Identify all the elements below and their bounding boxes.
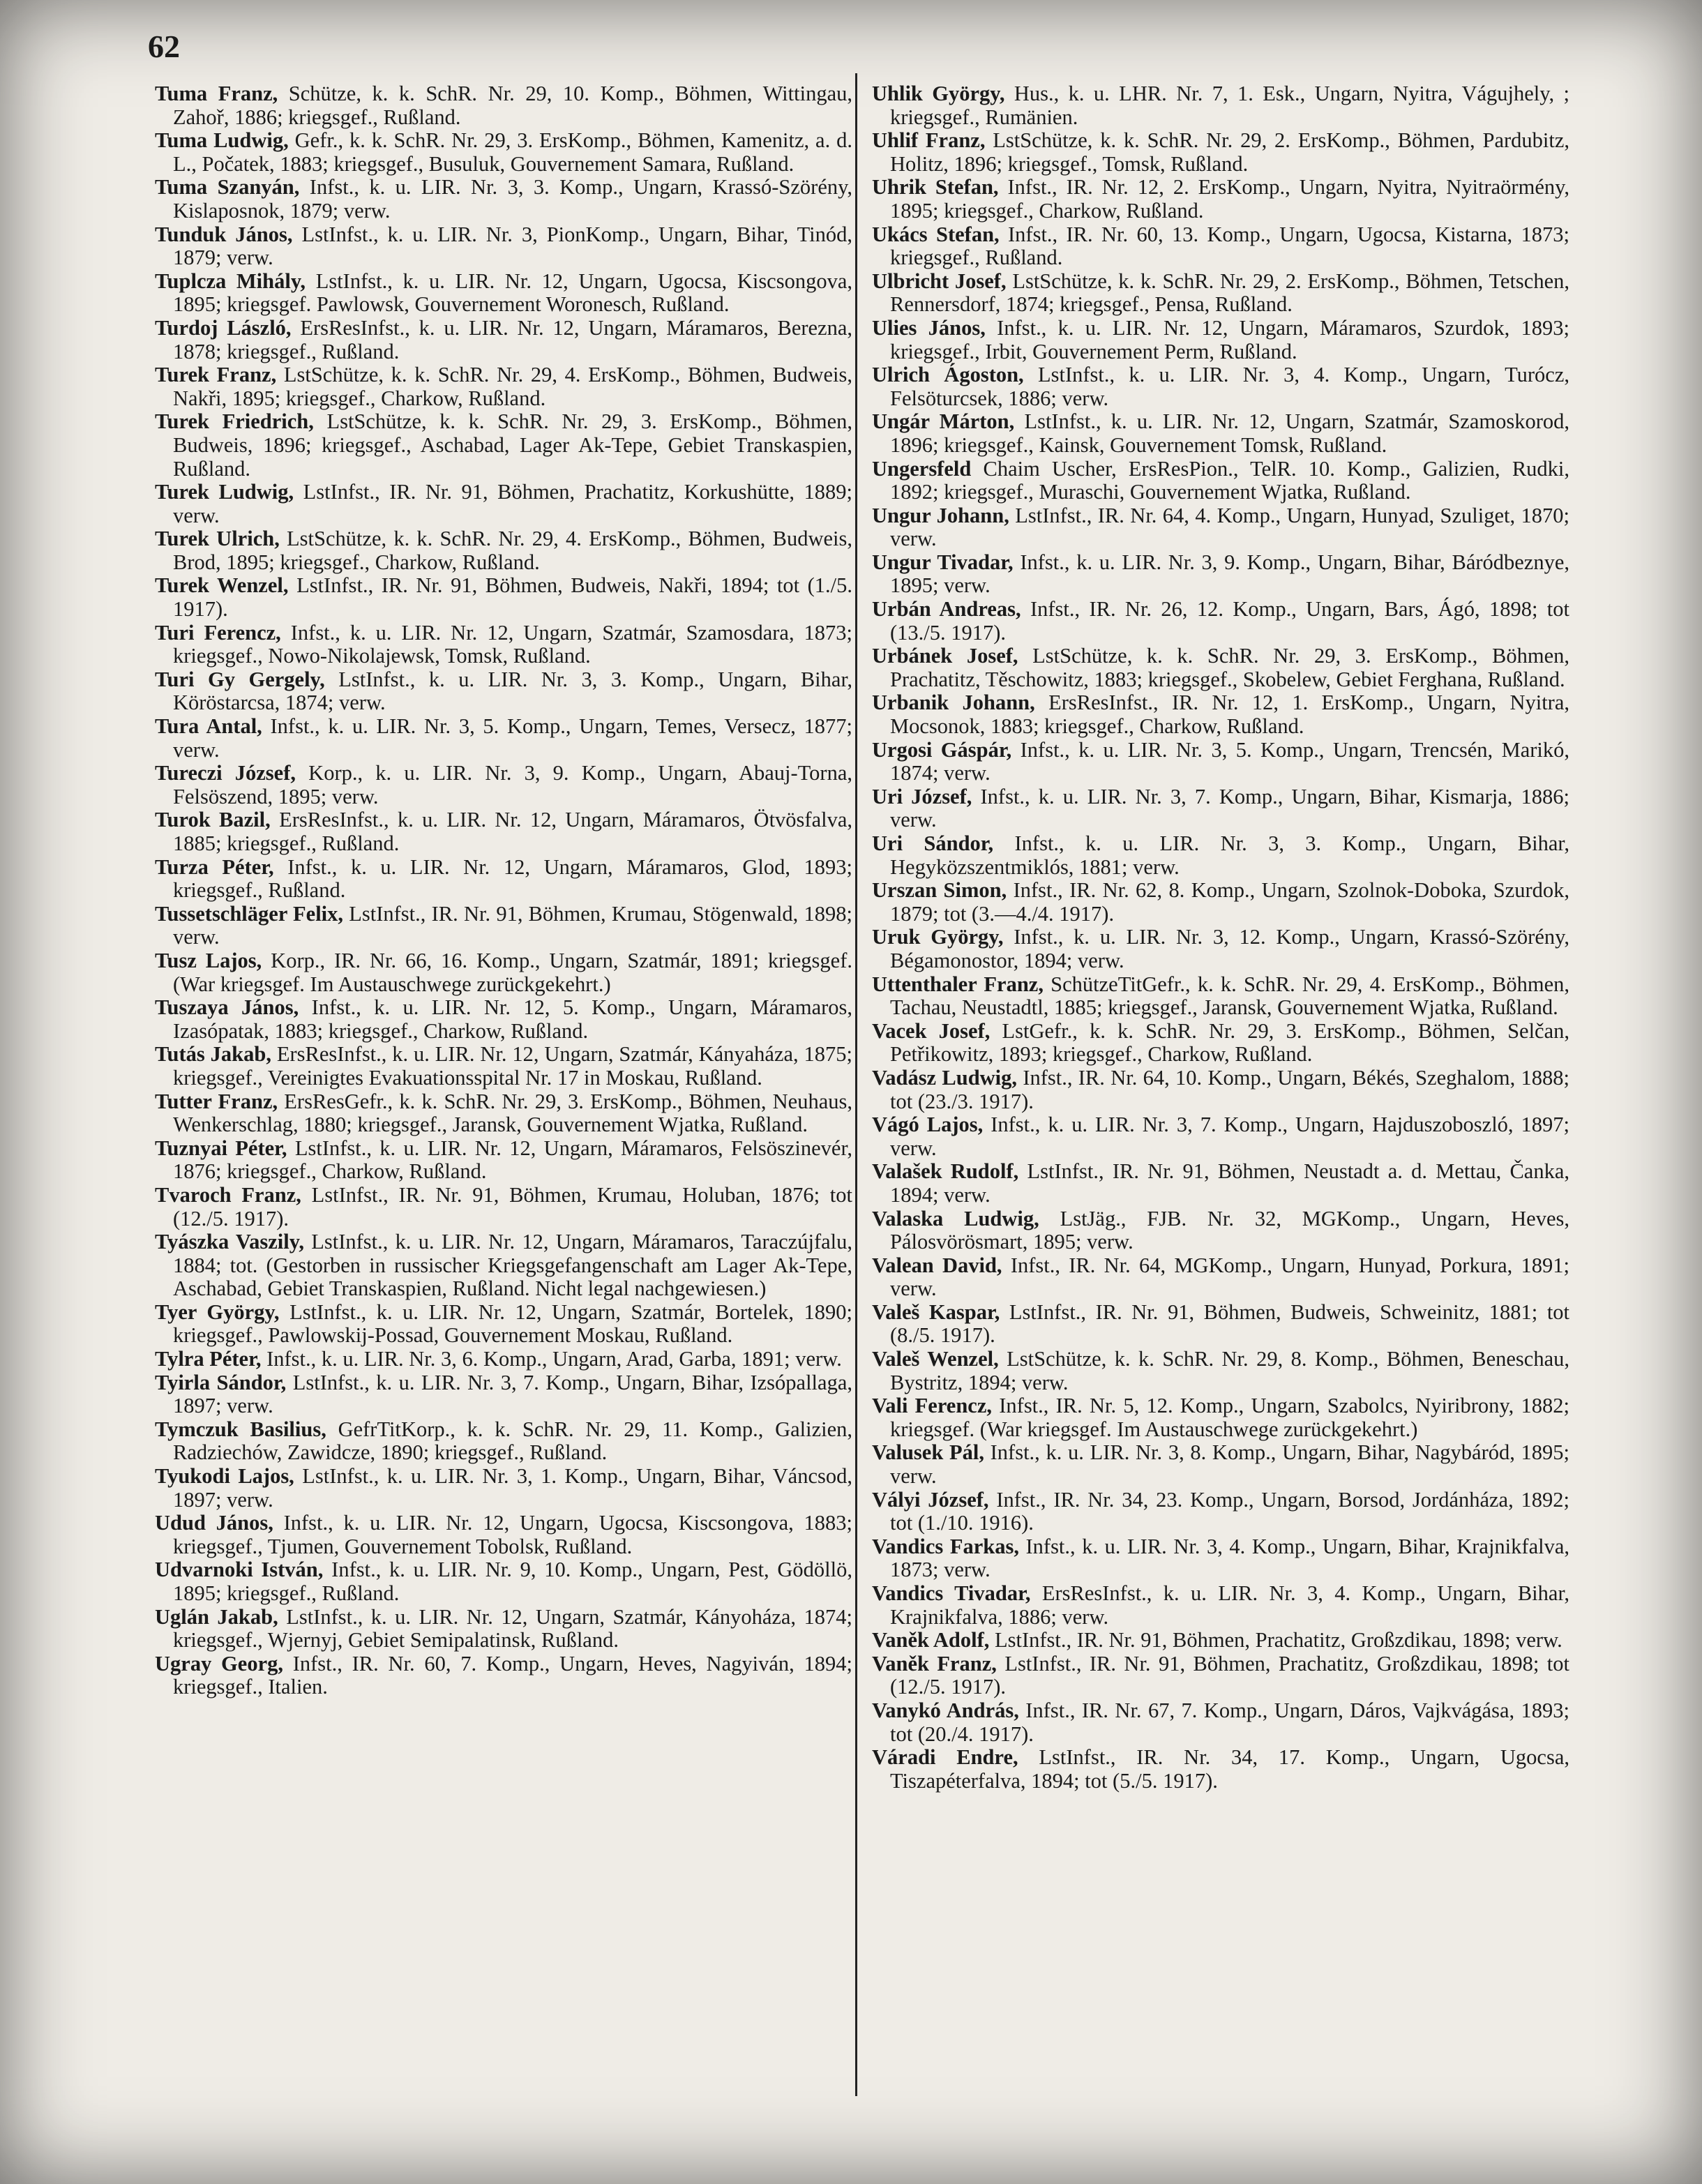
entry-details: ErsResInfst., k. u. LIR. Nr. 12, Ungarn, Szatmár, Kányaháza, 1875; kriegsgef., Vereinigtes Evakuationsspital Nr. 17 in Moskau, Rußland.: [173, 1042, 853, 1090]
register-entry: [872, 1160, 1569, 1207]
entry-details: LstInfst., k. u. LIR. Nr. 3, PionKomp., Ungarn, Bihar, Tinód, 1879; verw.: [173, 222, 852, 270]
entry-name: Turi Gy Gergely,: [155, 667, 325, 691]
entry-details: LstInfst., k. u. LIR. Nr. 12, Ungarn, Máramaros, Felsöszinevér, 1876; kriegsgef., Charkow, Rußland.: [173, 1136, 853, 1184]
entry-name: Turek Franz,: [155, 363, 277, 387]
entry-details: LstGefr., k. k. SchR. Nr. 29, 3. ErsKomp., Böhmen, Selčan, Petřikowitz, 1893; kriegsgef., Charkow, Rußland.: [890, 1018, 1569, 1067]
register-entry: [155, 1184, 852, 1230]
register-entry: [872, 458, 1569, 504]
register-entry: [872, 363, 1569, 410]
entry-name: Tusz Lajos,: [155, 948, 262, 972]
entry-details: Infst., k. u. LIR. Nr. 3, 12. Komp., Ungarn, Krassó-Szörény, Bégamonostor, 1894; verw.: [890, 925, 1570, 972]
entry-name: Valaska Ludwig,: [872, 1206, 1039, 1230]
entry-name: Ungur Tivadar,: [872, 550, 1014, 574]
entry-details: LstInfst., IR. Nr. 91, Böhmen, Prachatitz, Großzdikau, 1898; verw.: [995, 1628, 1562, 1652]
entry-details: LstSchütze, k. k. SchR. Nr. 29, 2. ErsKomp., Böhmen, Pardubitz, Holitz, 1896; kriegsgef., Tomsk, Rußland.: [890, 128, 1570, 176]
entry-name: Turi Ferencz,: [155, 620, 281, 645]
register-entry: [872, 1582, 1569, 1629]
entry-name: Vacek Josef,: [872, 1018, 991, 1043]
register-entry: [155, 82, 852, 129]
entry-name: Ulbricht Josef,: [872, 269, 1007, 293]
register-entry: [872, 1629, 1569, 1652]
entry-details: LstInfst., k. u. LIR. Nr. 3, 4. Komp., Ungarn, Turócz, Felsöturcsek, 1886; verw.: [890, 363, 1569, 410]
entry-name: Vandics Farkas,: [872, 1534, 1019, 1558]
register-entry: [155, 622, 852, 668]
register-entry: [872, 176, 1569, 223]
entry-name: Tunduk János,: [155, 222, 293, 246]
entry-details: Infst., k. u. LIR. Nr. 12, 5. Komp., Ungarn, Máramaros, Izasópatak, 1883; kriegsgef., Charkow, Rußland.: [173, 995, 853, 1043]
entry-name: Turza Péter,: [155, 854, 274, 879]
entry-name: Uglán Jakab,: [155, 1604, 278, 1629]
entry-name: Ulrich Ágoston,: [872, 363, 1024, 387]
entry-details: LstInfst., k. u. LIR. Nr. 3, 7. Komp., Ungarn, Bihar, Izsópallaga, 1897; verw.: [173, 1370, 852, 1418]
entry-details: Infst., IR. Nr. 62, 8. Komp., Ungarn, Szolnok-Doboka, Szurdok, 1879; tot (3.—4./4. 1917).: [890, 878, 1569, 926]
register-entry: [872, 926, 1569, 972]
register-entry: [155, 762, 852, 808]
entry-details: LstInfst., IR. Nr. 91, Böhmen, Krumau, Stögenwald, 1898; verw.: [173, 901, 853, 949]
entry-details: Infst., k. u. LIR. Nr. 12, Ungarn, Máramaros, Szurdok, 1893; kriegsgef., Irbit, Gouvernement Perm, Rußland.: [890, 315, 1570, 363]
register-entry: [872, 1394, 1569, 1441]
entry-details: LstInfst., k. u. LIR. Nr. 12, Ungarn, Máramaros, Taraczújfalu, 1884; tot. (Gestorben in russischer Kriegsgefangenschaft am Lager Ak-Tepe, Aschabad, Gebiet Transkaspien, Rußland. Nicht legal nachgewiesen.): [173, 1230, 852, 1301]
entry-details: Infst., k. u. LIR. Nr. 3, 3. Komp., Ungarn, Bihar, Hegyközszentmiklós, 1881; verw.: [890, 831, 1569, 879]
register-entry: [155, 1371, 852, 1418]
entry-name: Tuma Szanyán,: [155, 175, 300, 199]
register-entry: [872, 129, 1569, 176]
register-entry: [155, 808, 852, 855]
register-entry: [155, 1418, 852, 1465]
entry-name: Uhlik György,: [872, 82, 1005, 105]
entry-name: Turdoj László,: [155, 315, 292, 340]
entry-name: Vaněk Franz,: [872, 1651, 997, 1675]
entry-name: Vandics Tivadar,: [872, 1581, 1031, 1605]
register-entry: [155, 1348, 852, 1371]
entry-details: ErsResGefr., k. k. SchR. Nr. 29, 3. ErsKomp., Böhmen, Neuhaus, Wenkerschlag, 1880; kriegsgef., Jaransk, Gouvernement Wjatka, Rußland.: [173, 1089, 852, 1137]
entry-name: Tutás Jakab,: [155, 1042, 271, 1067]
register-entry: [872, 1699, 1569, 1746]
register-entry: [155, 574, 852, 621]
entry-name: Tyukodi Lajos,: [155, 1464, 294, 1489]
entry-details: Infst., IR. Nr. 12, 2. ErsKomp., Ungarn, Nyitra, Nyitraörmény, 1895; kriegsgef., Charkow, Rußland.: [890, 175, 1569, 223]
entry-name: Urszan Simon,: [872, 878, 1007, 903]
entry-details: LstInfst., k. u. LIR. Nr. 3, 3. Komp., Ungarn, Bihar, Köröstarcsa, 1874; verw.: [173, 667, 852, 715]
register-entry: [155, 856, 852, 903]
entry-details: Infst., IR. Nr. 64, 10. Komp., Ungarn, Békés, Szeghalom, 1888; tot (23./3. 1917).: [890, 1065, 1569, 1113]
entry-name: Urbán Andreas,: [872, 597, 1021, 622]
register-entry: [155, 1606, 852, 1652]
register-entry: [872, 1489, 1569, 1535]
page-number: 62: [148, 29, 180, 64]
entry-details: LstInfst., k. u. LIR. Nr. 12, Ungarn, Szatmár, Kányoháza, 1874; kriegsgef., Wjernyj, Gebiet Semipalatinsk, Rußland.: [173, 1604, 852, 1652]
entry-name: Valusek Pál,: [872, 1440, 984, 1465]
entry-details: LstSchütze, k. k. SchR. Nr. 29, 2. ErsKomp., Böhmen, Tetschen, Rennersdorf, 1874; kriegsgef., Pensa, Rußland.: [890, 269, 1569, 317]
register-entry: [872, 551, 1569, 598]
entry-details: Infst., k. u. LIR. Nr. 12, Ungarn, Szatmár, Szamosdara, 1873; kriegsgef., Nowo-Nikolajewsk, Tomsk, Rußland.: [173, 620, 852, 668]
entry-name: Udvarnoki István,: [155, 1558, 324, 1582]
entry-details: Infst., k. u. LIR. Nr. 3, 5. Komp., Ungarn, Temes, Versecz, 1877; verw.: [173, 714, 852, 762]
entry-name: Turek Ulrich,: [155, 527, 280, 551]
register-entry: [872, 1207, 1569, 1254]
entry-name: Tylra Péter,: [155, 1347, 262, 1371]
entry-name: Ulies János,: [872, 315, 986, 340]
entry-name: Tyászka Vaszily,: [155, 1230, 304, 1254]
register-entry: [155, 1652, 852, 1699]
register-entry: [155, 129, 852, 176]
entry-details: Infst., k. u. LIR. Nr. 3, 7. Komp., Ungarn, Hajduszoboszló, 1897; verw.: [890, 1113, 1570, 1160]
entry-name: Turok Bazil,: [155, 808, 271, 832]
entry-name: Tyirla Sándor,: [155, 1370, 287, 1394]
entry-name: Uttenthaler Franz,: [872, 972, 1044, 996]
entry-name: Turek Ludwig,: [155, 480, 294, 504]
register-entry: [872, 1535, 1569, 1582]
entry-name: Tura Antal,: [155, 714, 262, 739]
entry-details: Chaim Uscher, ErsResPion., TelR. 10. Komp., Galizien, Rudki, 1892; kriegsgef., Muraschi, Gouvernement Wjatka, Rußland.: [890, 456, 1570, 504]
entry-details: GefrTitKorp., k. k. SchR. Nr. 29, 11. Komp., Galizien, Radziechów, Zawidcze, 1890; kriegsgef., Rußland.: [173, 1417, 853, 1465]
register-entry: [872, 739, 1569, 785]
entry-details: LstSchütze, k. k. SchR. Nr. 29, 4. ErsKomp., Böhmen, Budweis, Nakři, 1895; kriegsgef., Charkow, Rußland.: [173, 363, 852, 410]
register-entry: [872, 82, 1569, 129]
entry-name: Ungur Johann,: [872, 503, 1009, 527]
entry-details: Infst., IR. Nr. 60, 7. Komp., Ungarn, Heves, Nagyiván, 1894; kriegsgef., Italien.: [173, 1651, 852, 1699]
entry-name: Uri József,: [872, 784, 972, 808]
register-entry: [155, 903, 852, 949]
register-entry: [872, 598, 1569, 645]
register-entry: [872, 1348, 1569, 1394]
entry-name: Uhrik Stefan,: [872, 175, 999, 199]
entry-details: SchützeTitGefr., k. k. SchR. Nr. 29, 4. ErsKomp., Böhmen, Tachau, Neustadtl, 1885; kriegsgef., Jaransk, Gouvernement Wjatka, Rußland.: [890, 972, 1569, 1020]
entry-details: LstSchütze, k. k. SchR. Nr. 29, 4. ErsKomp., Böhmen, Budweis, Brod, 1895; kriegsgef., Charkow, Rußland.: [173, 527, 852, 574]
register-entry: [872, 1020, 1569, 1067]
register-entry: [872, 410, 1569, 457]
entry-details: ErsResInfst., k. u. LIR. Nr. 3, 4. Komp., Ungarn, Bihar, Krajnikfalva, 1886; verw.: [890, 1581, 1570, 1629]
register-entry: [155, 176, 852, 223]
entry-details: Infst., IR. Nr. 26, 12. Komp., Ungarn, Bars, Ágó, 1898; tot (13./5. 1917).: [890, 597, 1569, 645]
entry-name: Ukács Stefan,: [872, 222, 1000, 246]
entry-name: Vályi József,: [872, 1487, 989, 1512]
register-entry: [872, 270, 1569, 317]
entry-details: Schütze, k. k. SchR. Nr. 29, 10. Komp., Böhmen, Wittingau, Zahoř, 1886; kriegsgef., Rußland.: [173, 82, 852, 129]
entry-name: Tuznyai Péter,: [155, 1136, 287, 1160]
entry-name: Ungersfeld: [872, 456, 972, 481]
entry-name: Tussetschläger Felix,: [155, 901, 344, 926]
entry-details: Infst., k. u. LIR. Nr. 3, 4. Komp., Ungarn, Bihar, Krajnikfalva, 1873; verw.: [890, 1534, 1569, 1582]
entry-details: LstInfst., IR. Nr. 91, Böhmen, Budweis, Schweinitz, 1881; tot (8./5. 1917).: [890, 1300, 1570, 1348]
entry-name: Udud János,: [155, 1511, 273, 1535]
entry-details: Infst., k. u. LIR. Nr. 9, 10. Komp., Ungarn, Pest, Gödöllö, 1895; kriegsgef., Rußland.: [173, 1558, 853, 1605]
register-entry: [872, 832, 1569, 879]
register-entry: [872, 1301, 1569, 1348]
entry-details: Infst., k. u. LIR. Nr. 3, 7. Komp., Ungarn, Bihar, Kismarja, 1886; verw.: [890, 784, 1570, 832]
entry-details: Infst., IR. Nr. 67, 7. Komp., Ungarn, Dáros, Vajkvágása, 1893; tot (20./4. 1917).: [890, 1698, 1569, 1746]
entry-details: Korp., IR. Nr. 66, 16. Komp., Ungarn, Szatmár, 1891; kriegsgef. (War kriegsgef. Im Austauschwege zurückgekehrt.): [173, 948, 852, 996]
register-entry: [155, 1043, 852, 1090]
entry-details: ErsResInfst., k. u. LIR. Nr. 12, Ungarn, Máramaros, Ötvösfalva, 1885; kriegsgef., Rußland.: [173, 808, 852, 855]
entry-name: Tuma Ludwig,: [155, 128, 289, 153]
entry-name: Tuma Franz,: [155, 82, 278, 105]
register-entry: [155, 715, 852, 762]
entry-details: LstInfst., k. u. LIR. Nr. 12, Ungarn, Ugocsa, Kiscsongova, 1895; kriegsgef. Pawlowsk, Gouvernement Woronesch, Rußland.: [173, 269, 853, 317]
entry-details: Infst., k. u. LIR. Nr. 3, 8. Komp., Ungarn, Bihar, Nagybáród, 1895; verw.: [890, 1440, 1570, 1489]
entry-name: Vadász Ludwig,: [872, 1065, 1018, 1090]
register-entry: [155, 1090, 852, 1137]
register-entry: [155, 481, 852, 527]
entry-name: Tuszaya János,: [155, 995, 299, 1020]
column-divider: [855, 73, 857, 2096]
entry-name: Tuplcza Mihály,: [155, 269, 306, 293]
register-entry: [872, 1113, 1569, 1160]
entry-details: LstInfst., IR. Nr. 91, Böhmen, Neustadt a. d. Mettau, Čanka, 1894; verw.: [890, 1159, 1569, 1207]
register-entry: [872, 645, 1569, 691]
entry-name: Tymczuk Basilius,: [155, 1417, 326, 1441]
register-entry: [155, 223, 852, 270]
entry-details: Infst., k. u. LIR. Nr. 12, Ungarn, Ugocsa, Kiscsongova, 1883; kriegsgef., Tjumen, Gouvernement Tobolsk, Rußland.: [173, 1511, 853, 1558]
right-column: [872, 82, 1569, 1793]
register-entry: [872, 785, 1569, 832]
entry-details: Infst., k. u. LIR. Nr. 12, Ungarn, Máramaros, Glod, 1893; kriegsgef., Rußland.: [173, 854, 853, 903]
entry-details: Korp., k. u. LIR. Nr. 3, 9. Komp., Ungarn, Abauj-Torna, Felsöszend, 1895; verw.: [173, 761, 852, 808]
register-entry: [872, 691, 1569, 738]
register-entry: [155, 1137, 852, 1184]
entry-details: ErsResInfst., k. u. LIR. Nr. 12, Ungarn, Máramaros, Berezna, 1878; kriegsgef., Rußland.: [173, 315, 853, 363]
entry-name: Valeš Kaspar,: [872, 1300, 1000, 1324]
entry-name: Uhlif Franz,: [872, 128, 986, 153]
register-entry: [155, 363, 852, 410]
entry-name: Vaněk Adolf,: [872, 1628, 990, 1652]
register-entry: [155, 1301, 852, 1348]
entry-details: ErsResInfst., IR. Nr. 12, 1. ErsKomp., Ungarn, Nyitra, Mocsonok, 1883; kriegsgef., Charkow, Rußland.: [890, 691, 1569, 739]
entry-details: LstInfst., IR. Nr. 34, 17. Komp., Ungarn, Ugocsa, Tiszapéterfalva, 1894; tot (5./5. 1917).: [890, 1745, 1569, 1793]
entry-details: LstInfst., k. u. LIR. Nr. 12, Ungarn, Szatmár, Bortelek, 1890; kriegsgef., Pawlowskij-Possad, Gouvernement Moskau, Rußland.: [173, 1300, 852, 1348]
register-entry: [155, 996, 852, 1043]
register-entry: [155, 410, 852, 481]
entry-name: Urgosi Gáspár,: [872, 737, 1012, 762]
entry-details: LstJäg., FJB. Nr. 32, MGKomp., Ungarn, Heves, Pálosvörösmart, 1895; verw.: [890, 1206, 1569, 1254]
entry-details: Infst., IR. Nr. 34, 23. Komp., Ungarn, Borsod, Jordánháza, 1892; tot (1./10. 1916).: [890, 1487, 1570, 1535]
register-entry: [155, 527, 852, 574]
entry-name: Tvaroch Franz,: [155, 1182, 301, 1207]
entry-details: Infst., k. u. LIR. Nr. 3, 5. Komp., Ungarn, Trencsén, Marikó, 1874; verw.: [890, 737, 1569, 785]
entry-details: Infst., k. u. LIR. Nr. 3, 9. Komp., Ungarn, Bihar, Báródbeznye, 1895; verw.: [890, 550, 1570, 598]
register-entry: [872, 1746, 1569, 1793]
entry-details: LstInfst., IR. Nr. 64, 4. Komp., Ungarn, Hunyad, Szuliget, 1870; verw.: [890, 503, 1570, 551]
entry-details: LstSchütze, k. k. SchR. Nr. 29, 8. Komp., Böhmen, Beneschau, Bystritz, 1894; verw.: [890, 1347, 1570, 1394]
register-entry: [872, 879, 1569, 926]
entry-name: Urbanik Johann,: [872, 691, 1035, 715]
entry-name: Urbánek Josef,: [872, 644, 1018, 668]
entry-details: LstInfst., IR. Nr. 91, Böhmen, Prachatitz, Korkushütte, 1889; verw.: [173, 480, 853, 527]
register-entry: [155, 270, 852, 317]
register-entry: [155, 1558, 852, 1605]
register-entry: [872, 317, 1569, 363]
register-entry: [155, 1465, 852, 1512]
entry-details: LstInfst., k. u. LIR. Nr. 3, 1. Komp., Ungarn, Bihar, Váncsod, 1897; verw.: [173, 1464, 852, 1512]
entry-name: Tureczi József,: [155, 761, 296, 785]
entry-name: Vanykó András,: [872, 1698, 1019, 1722]
entry-name: Valeš Wenzel,: [872, 1347, 999, 1371]
left-column: [155, 82, 852, 1699]
entry-name: Vágó Lajos,: [872, 1113, 984, 1137]
register-entry: [155, 1230, 852, 1301]
entry-details: Hus., k. u. LHR. Nr. 7, 1. Esk., Ungarn, Nyitra, Vágujhely, ; kriegsgef., Rumänien.: [890, 82, 1570, 129]
register-entry: [155, 1512, 852, 1558]
entry-details: Infst., k. u. LIR. Nr. 3, 6. Komp., Ungarn, Arad, Garba, 1891; verw.: [266, 1347, 842, 1371]
entry-name: Tyer György,: [155, 1300, 280, 1324]
register-entry: [872, 1067, 1569, 1113]
entry-details: LstInfst., IR. Nr. 91, Böhmen, Prachatitz, Großzdikau, 1898; tot (12./5. 1917).: [890, 1651, 1569, 1699]
entry-name: Tutter Franz,: [155, 1089, 278, 1113]
entry-details: LstInfst., IR. Nr. 91, Böhmen, Budweis, Nakři, 1894; tot (1./5. 1917).: [173, 573, 853, 622]
entry-name: Turek Friedrich,: [155, 409, 314, 434]
entry-name: Uruk György,: [872, 925, 1004, 949]
register-entry: [872, 223, 1569, 270]
entry-details: Infst., IR. Nr. 64, MGKomp., Ungarn, Hunyad, Porkura, 1891; verw.: [890, 1253, 1569, 1301]
register-entry: [155, 949, 852, 996]
entry-name: Valean David,: [872, 1253, 1002, 1277]
entry-details: Infst., k. u. LIR. Nr. 3, 3. Komp., Ungarn, Krassó-Szörény, Kislaposnok, 1879; verw.: [173, 175, 852, 223]
entry-details: LstInfst., k. u. LIR. Nr. 12, Ungarn, Szatmár, Szamoskorod, 1896; kriegsgef., Kainsk, Gouvernement Tomsk, Rußland.: [890, 409, 1570, 457]
entry-details: LstSchütze, k. k. SchR. Nr. 29, 3. ErsKomp., Böhmen, Budweis, 1896; kriegsgef., Aschabad, Lager Ak-Tepe, Gebiet Transkaspien, Rußland.: [173, 409, 852, 481]
entry-name: Uri Sándor,: [872, 831, 994, 855]
entry-name: Turek Wenzel,: [155, 573, 289, 598]
register-entry: [872, 973, 1569, 1020]
entry-name: Ungár Márton,: [872, 409, 1015, 434]
entry-details: Infst., IR. Nr. 60, 13. Komp., Ungarn, Ugocsa, Kistarna, 1873; kriegsgef., Rußland.: [890, 222, 1569, 270]
entry-name: Ugray Georg,: [155, 1651, 283, 1675]
entry-name: Vali Ferencz,: [872, 1394, 993, 1418]
register-entry: [872, 1254, 1569, 1301]
register-entry: [872, 504, 1569, 551]
register-entry: [155, 317, 852, 363]
register-entry: [155, 668, 852, 715]
register-entry: [872, 1441, 1569, 1488]
entry-details: Gefr., k. k. SchR. Nr. 29, 3. ErsKomp., Böhmen, Kamenitz, a. d. L., Počatek, 1883; kriegsgef., Busuluk, Gouvernement Samara, Rußland.: [173, 128, 852, 176]
entry-name: Valašek Rudolf,: [872, 1159, 1019, 1184]
register-entry: [872, 1652, 1569, 1699]
entry-details: LstSchütze, k. k. SchR. Nr. 29, 3. ErsKomp., Böhmen, Prachatitz, Těschowitz, 1883; kriegsgef., Skobelew, Gebiet Ferghana, Rußland.: [890, 644, 1569, 691]
entry-details: Infst., IR. Nr. 5, 12. Komp., Ungarn, Szabolcs, Nyiribrony, 1882; kriegsgef. (War kriegsgef. Im Austauschwege zurückgekehrt.): [890, 1394, 1570, 1441]
entry-name: Váradi Endre,: [872, 1745, 1018, 1770]
entry-details: LstInfst., IR. Nr. 91, Böhmen, Krumau, Holuban, 1876; tot (12./5. 1917).: [173, 1182, 853, 1230]
